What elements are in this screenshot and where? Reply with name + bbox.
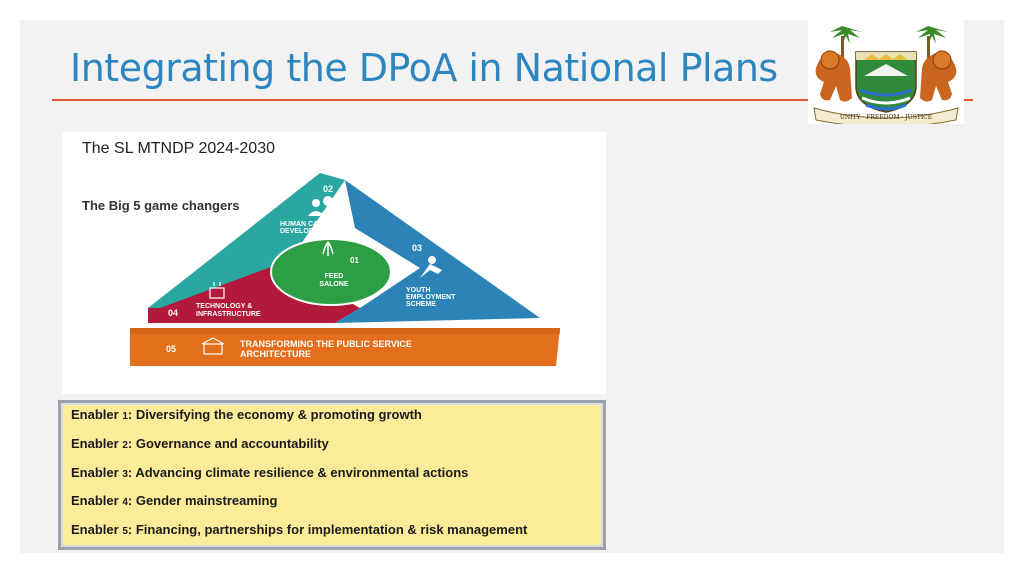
segment-05-label-line2: ARCHITECTURE (240, 349, 311, 359)
segment-01-label-line1: FEED (324, 273, 344, 280)
segment-02-label-line1: HUMAN CAPITAL (280, 221, 338, 228)
segment-04-label-line1: TECHNOLOGY & (196, 303, 253, 310)
plan-label: The SL MTNDP 2024-2030 (82, 140, 275, 157)
segment-04-number: 04 (168, 308, 179, 318)
segment-03-label-line1: YOUTH (406, 287, 431, 294)
segment-04-label-line2: INFRASTRUCTURE (196, 311, 261, 318)
enabler-item: Enabler 2: Governance and accountability (71, 436, 329, 451)
game-changers-label: The Big 5 game changers (82, 198, 240, 213)
coat-of-arms-logo (808, 18, 964, 124)
segment-05-number: 05 (166, 344, 177, 354)
enabler-item: Enabler 1: Diversifying the economy & promoting growth (71, 407, 422, 422)
segment-02-label-line2: DEVELOPMENT (280, 228, 334, 235)
segment-05-label-line1: TRANSFORMING THE PUBLIC SERVICE (240, 339, 412, 349)
enablers-box (58, 400, 606, 550)
enabler-item: Enabler 5: Financing, partnerships for implementation & risk management (71, 522, 528, 537)
segment-03-label-line2: EMPLOYMENT (406, 294, 456, 301)
segment-03-label-line3: SCHEME (406, 301, 436, 308)
coat-of-arms-motto: UNITY · FREEDOM · JUSTICE (839, 114, 933, 121)
segment-03-number: 03 (412, 243, 423, 253)
segment-01-number: 01 (350, 256, 359, 265)
segment-02-number: 02 (322, 184, 334, 194)
big-five-pyramid (120, 168, 570, 373)
enabler-item: Enabler 3: Advancing climate resilience & environmental actions (71, 465, 469, 480)
enabler-item: Enabler 4: Gender mainstreaming (71, 493, 278, 508)
segment-01-label-line2: SALONE (319, 281, 349, 288)
slide-title: Integrating the DPoA in National Plans (70, 46, 778, 90)
coat-of-arms-icon (808, 18, 964, 124)
